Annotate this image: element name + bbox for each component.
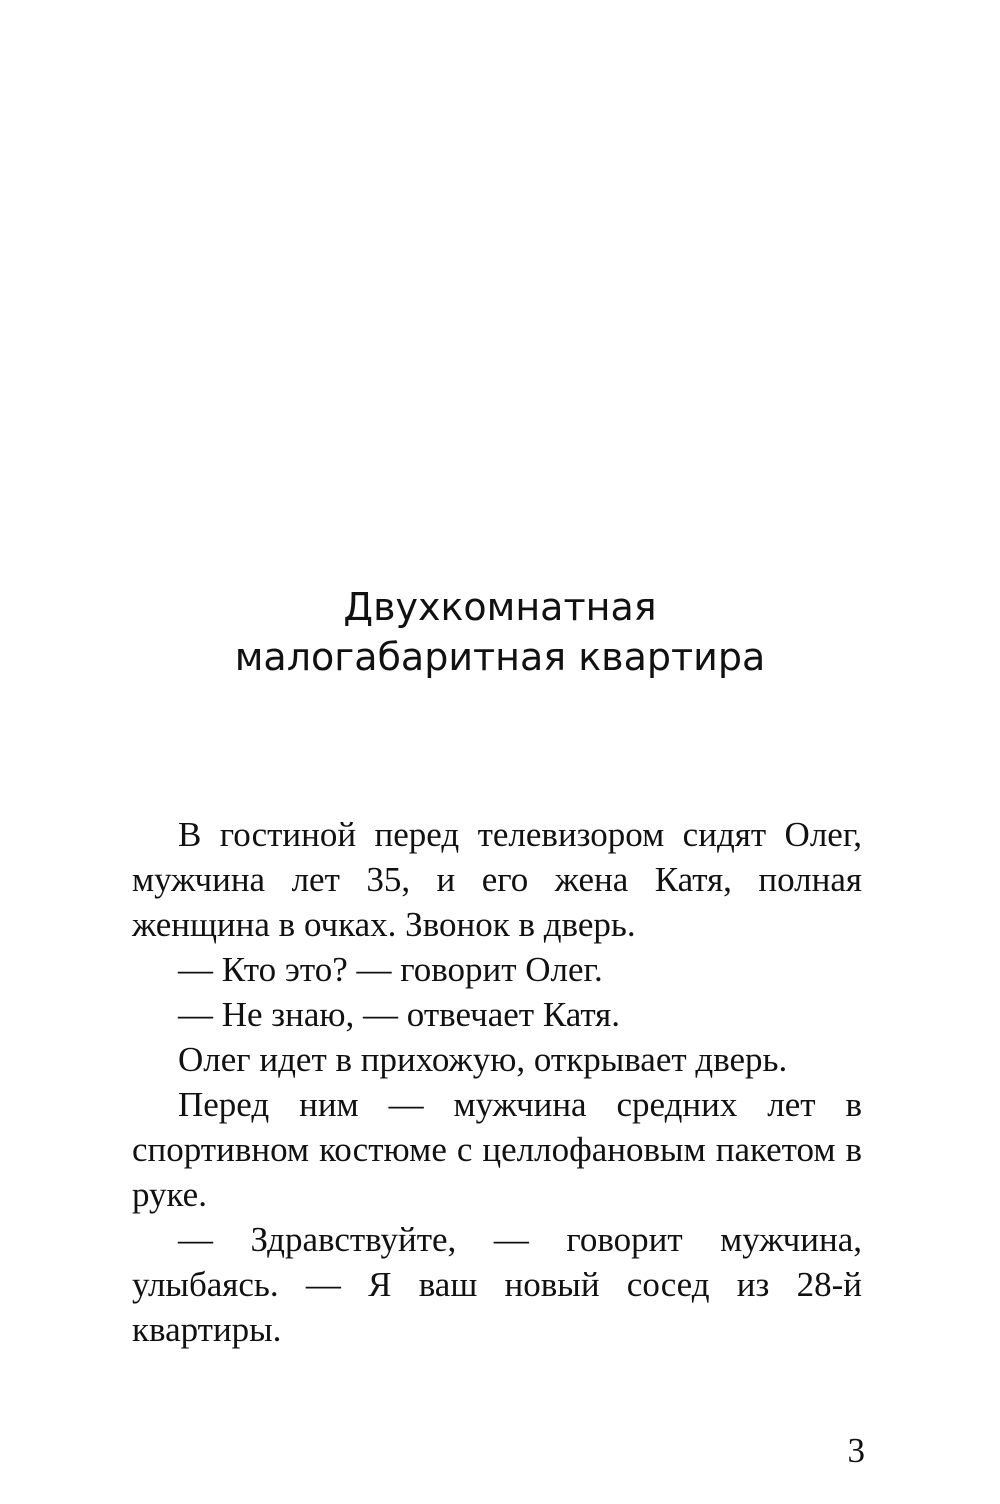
paragraph-6: — Здравствуйте, — говорит мужчина, улыбаясь. — Я ваш новый сосед из 28-й квартиры. <box>132 1220 862 1349</box>
paragraph-1: В гостиной перед телевизором сидят Олег, мужчина лет 35, и его жена Катя, полная женщина в очках. Звонок в дверь. <box>132 815 862 944</box>
page-number: 3 <box>847 1431 865 1470</box>
paragraph-5: Перед ним — мужчина средних лет в спортивном костюме с целлофановым пакетом в руке. <box>132 1085 862 1214</box>
body-text <box>132 812 862 1352</box>
paragraph-4: Олег идет в прихожую, открывает дверь. <box>178 1040 788 1079</box>
chapter-title <box>0 582 1000 682</box>
chapter-title-line-2: малогабаритная квартира <box>234 635 766 679</box>
chapter-title-line-1: Двухкомнатная <box>343 585 657 629</box>
paragraph-3: — Не знаю, — отвечает Катя. <box>178 995 621 1034</box>
paragraph-2: — Кто это? — говорит Олег. <box>178 950 603 989</box>
